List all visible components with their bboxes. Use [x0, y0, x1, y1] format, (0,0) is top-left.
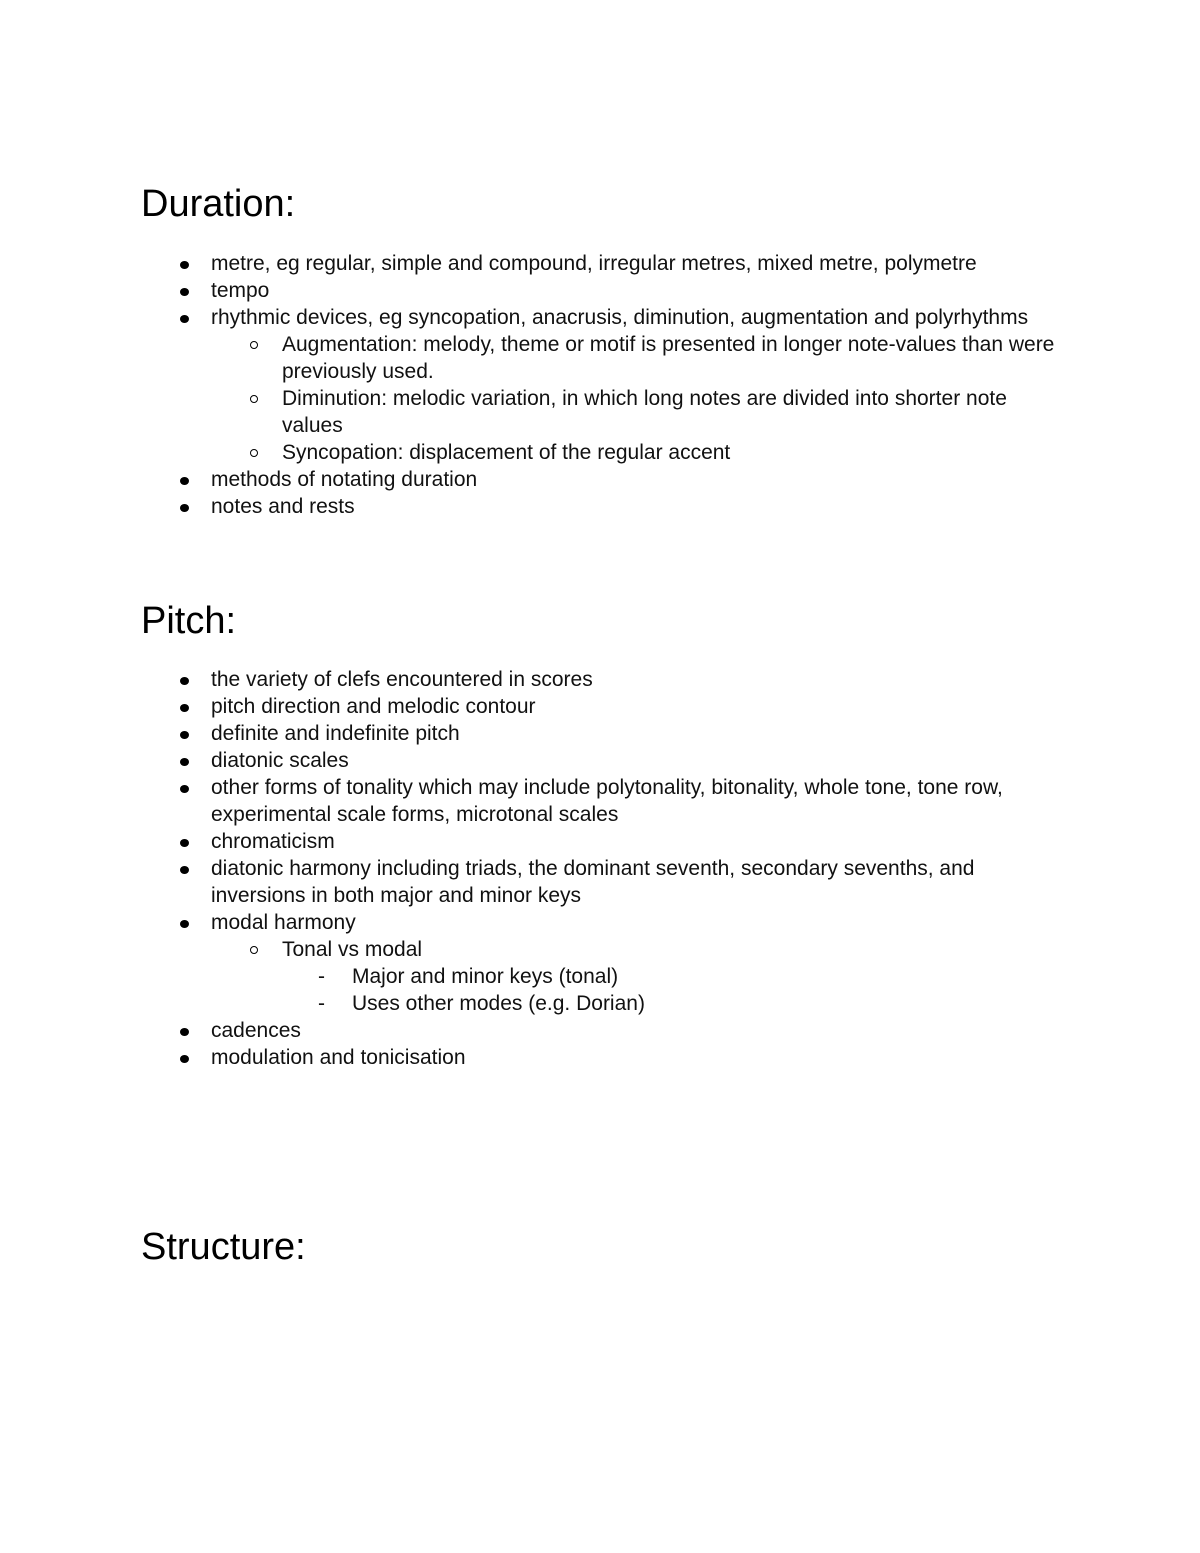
hollow-circle-bullet-icon	[250, 341, 258, 349]
sub-sub-list-item	[0, 990, 1200, 1017]
sub-list-item	[0, 936, 1200, 963]
list-item	[0, 828, 1200, 855]
list-item-text: the variety of clefs encountered in scores	[211, 668, 593, 691]
dash-bullet-icon: -	[318, 992, 325, 1015]
filled-bullet-icon	[180, 288, 189, 296]
dash-bullet-icon: -	[318, 965, 325, 988]
filled-bullet-icon	[180, 866, 189, 874]
list-item	[0, 1017, 1200, 1044]
list-item	[0, 277, 1200, 304]
hollow-circle-bullet-icon	[250, 449, 258, 457]
list-item-text: modal harmony	[211, 911, 356, 934]
filled-bullet-icon	[180, 677, 189, 685]
filled-bullet-icon	[180, 785, 189, 793]
section-heading-structure: Structure:	[141, 1226, 306, 1268]
filled-bullet-icon	[180, 920, 189, 928]
filled-bullet-icon	[180, 758, 189, 766]
sub-sub-list-item	[0, 963, 1200, 990]
list-item-continuation-text: inversions in both major and minor keys	[211, 884, 582, 907]
list-item-text: tempo	[211, 279, 270, 302]
sub-list-item	[0, 331, 1200, 385]
sub-list-item	[0, 385, 1200, 439]
filled-bullet-icon	[180, 315, 189, 323]
list-item-text: metre, eg regular, simple and compound, irregular metres, mixed metre, polymetre	[211, 252, 977, 275]
filled-bullet-icon	[180, 477, 189, 485]
sub-list-item	[0, 439, 1200, 466]
filled-bullet-icon	[180, 261, 189, 269]
list-item	[0, 747, 1200, 774]
filled-bullet-icon	[180, 1055, 189, 1063]
hollow-circle-bullet-icon	[250, 395, 258, 403]
sub-sub-list-item-text: Major and minor keys (tonal)	[352, 965, 619, 988]
sub-list-item-text: Syncopation: displacement of the regular accent	[282, 441, 731, 464]
list-item	[0, 493, 1200, 520]
list-item	[0, 693, 1200, 720]
list-item-text: modulation and tonicisation	[211, 1046, 466, 1069]
list-item-text: pitch direction and melodic contour	[211, 695, 536, 718]
list-item	[0, 466, 1200, 493]
list-item	[0, 250, 1200, 277]
list-item-text: methods of notating duration	[211, 468, 478, 491]
sub-list-item-text: Augmentation: melody, theme or motif is presented in longer note-values than were previously used.	[282, 333, 1055, 383]
list-item	[0, 666, 1200, 693]
filled-bullet-icon	[180, 1028, 189, 1036]
list-item	[0, 1044, 1200, 1071]
list-item-text: notes and rests	[211, 495, 355, 518]
list-item-text: cadences	[211, 1019, 301, 1042]
list-item	[0, 909, 1200, 936]
list-item-text: diatonic scales	[211, 749, 349, 772]
list-item-text: definite and indefinite pitch	[211, 722, 460, 745]
list-item	[0, 774, 1200, 828]
section-heading-pitch: Pitch:	[141, 600, 237, 642]
pitch-list	[0, 666, 1200, 1071]
section-heading-duration: Duration:	[141, 183, 296, 225]
filled-bullet-icon	[180, 704, 189, 712]
filled-bullet-icon	[180, 731, 189, 739]
list-item-text: rhythmic devices, eg syncopation, anacrusis, diminution, augmentation and polyrhythms	[211, 306, 1029, 329]
list-item-text: diatonic harmony including triads, the dominant seventh, secondary sevenths, and	[211, 857, 975, 880]
list-item	[0, 855, 1200, 909]
filled-bullet-icon	[180, 839, 189, 847]
filled-bullet-icon	[180, 504, 189, 512]
list-item-text: other forms of tonality which may include polytonality, bitonality, whole tone, tone row, experimental scale forms, microtonal scales	[211, 776, 1003, 826]
list-item	[0, 720, 1200, 747]
sub-list-item-text: Diminution: melodic variation, in which long notes are divided into shorter note values	[282, 387, 1007, 437]
list-item	[0, 304, 1200, 331]
list-item-text: chromaticism	[211, 830, 335, 853]
sub-sub-list-item-text: Uses other modes (e.g. Dorian)	[352, 992, 645, 1015]
hollow-circle-bullet-icon	[250, 946, 258, 954]
duration-list	[0, 250, 1200, 520]
sub-list-item-text: Tonal vs modal	[282, 938, 423, 961]
